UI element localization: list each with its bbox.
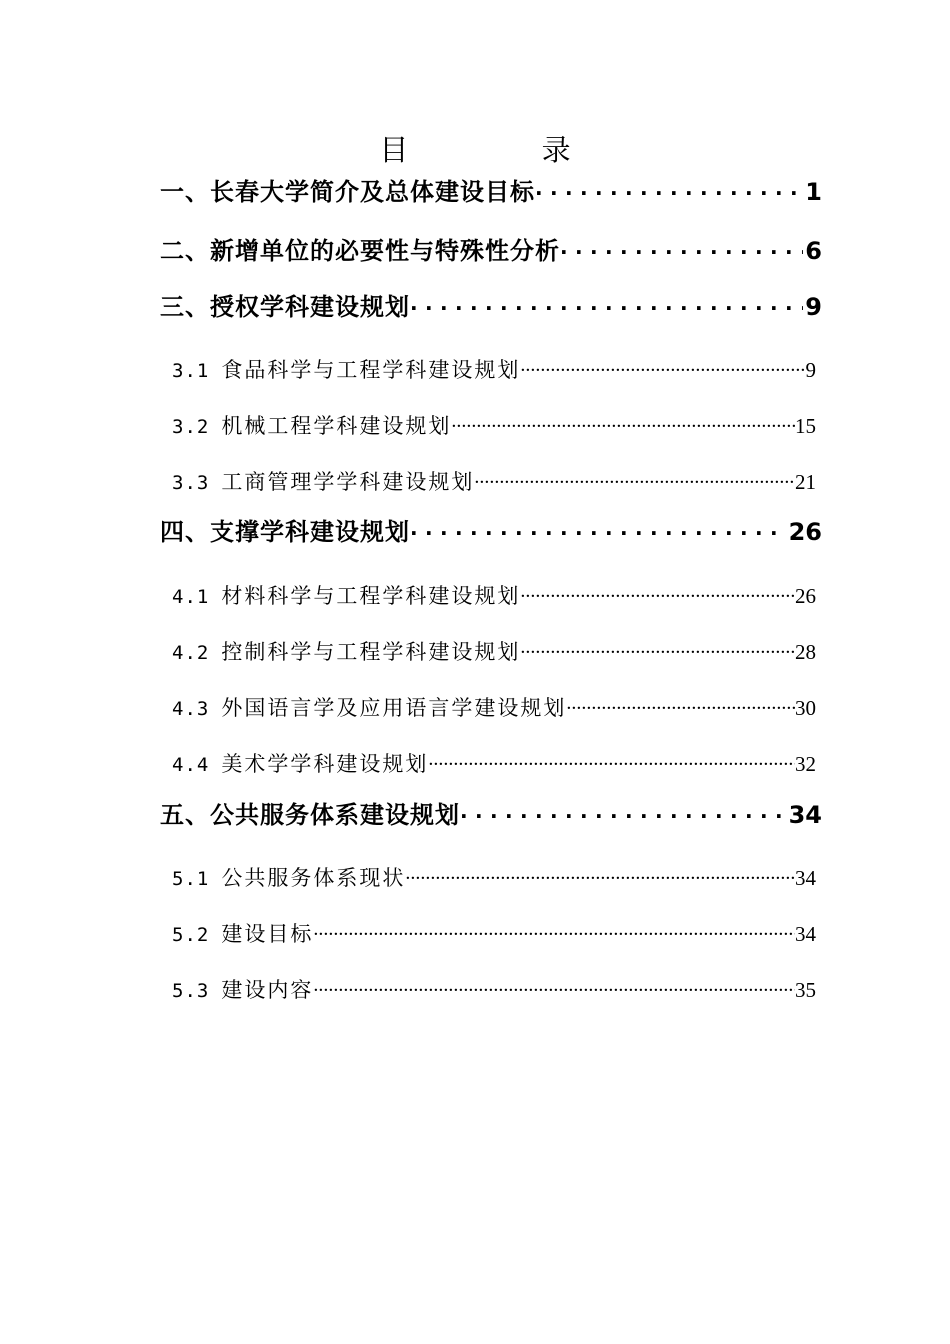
toc-entry-page: 9: [805, 293, 822, 321]
toc-subentry[interactable]: [172, 691, 816, 725]
dot-leader: [460, 793, 787, 823]
toc-subentry-label: 建设目标: [221, 922, 314, 946]
toc-entry[interactable]: [160, 793, 822, 833]
toc-subentry-page: 34: [795, 922, 816, 946]
dot-leader: [313, 917, 795, 941]
dot-leader: [566, 691, 795, 715]
toc-subentry-number: 3.2: [172, 416, 210, 438]
toc-subentry-label: 建设内容: [221, 978, 314, 1002]
toc-subentry-label: 材料科学与工程学科建设规划: [221, 584, 521, 608]
toc-subentry[interactable]: [172, 579, 816, 613]
dot-leader: [313, 973, 795, 997]
toc-subentry-label: 外国语言学及应用语言学建设规划: [221, 696, 567, 720]
toc-subentry-page: 30: [795, 696, 816, 720]
dot-leader: [428, 747, 795, 771]
toc-entry-page: 6: [805, 237, 822, 265]
toc-subentry-number: 4.4: [172, 754, 210, 776]
toc-subentry-number: 5.3: [172, 980, 210, 1002]
toc-subentry-number: 5.2: [172, 924, 210, 946]
toc-subentry-number: 4.1: [172, 586, 210, 608]
toc-subentry-number: 3.1: [172, 360, 210, 382]
toc-entry-label: 二、新增单位的必要性与特殊性分析: [160, 237, 560, 265]
toc-subentry[interactable]: [172, 353, 816, 387]
toc-entry-label: 四、支撑学科建设规划: [160, 518, 410, 546]
toc-entry-page: 1: [805, 178, 822, 206]
toc-subentry-label: 机械工程学科建设规划: [221, 414, 452, 438]
toc-entry[interactable]: [160, 285, 822, 325]
dot-leader: [520, 353, 805, 377]
toc-entry-page: 26: [788, 518, 822, 546]
dot-leader: [520, 579, 795, 603]
toc-subentry[interactable]: [172, 973, 816, 1007]
toc-subentry-label: 美术学学科建设规划: [221, 752, 429, 776]
toc-subentry[interactable]: [172, 861, 816, 895]
toc-subentry-label: 公共服务体系现状: [221, 866, 406, 890]
dot-leader: [535, 170, 803, 200]
toc-title: 目 录: [379, 133, 633, 167]
toc-subentry[interactable]: [172, 465, 816, 499]
toc-subentry[interactable]: [172, 917, 816, 951]
toc-subentry-page: 35: [795, 978, 816, 1002]
dot-leader: [405, 861, 795, 885]
toc-entry-page: 34: [788, 801, 822, 829]
toc-subentry[interactable]: [172, 747, 816, 781]
toc-subentry-page: 32: [795, 752, 816, 776]
toc-subentry-number: 5.1: [172, 868, 210, 890]
toc-entry[interactable]: [160, 510, 822, 550]
toc-subentry[interactable]: [172, 635, 816, 669]
toc-subentry[interactable]: [172, 409, 816, 443]
toc-subentry-label: 食品科学与工程学科建设规划: [221, 358, 521, 382]
dot-leader: [410, 285, 803, 315]
toc-entry[interactable]: [160, 170, 822, 210]
dot-leader: [560, 229, 803, 259]
dot-leader: [410, 510, 787, 540]
toc-entry-label: 一、长春大学简介及总体建设目标: [160, 178, 535, 206]
toc-subentry-page: 26: [795, 584, 816, 608]
toc-subentry-page: 21: [795, 470, 816, 494]
toc-subentry-number: 3.3: [172, 472, 210, 494]
dot-leader: [474, 465, 795, 489]
toc-subentry-label: 工商管理学学科建设规划: [221, 470, 475, 494]
dot-leader: [520, 635, 795, 659]
toc-entry-label: 三、授权学科建设规划: [160, 293, 410, 321]
toc-entry-label: 五、公共服务体系建设规划: [160, 801, 460, 829]
toc-subentry-page: 28: [795, 640, 816, 664]
toc-subentry-number: 4.2: [172, 642, 210, 664]
toc-subentry-page: 34: [795, 866, 816, 890]
toc-subentry-page: 15: [795, 414, 816, 438]
toc-subentry-label: 控制科学与工程学科建设规划: [221, 640, 521, 664]
dot-leader: [451, 409, 795, 433]
toc-subentry-page: 9: [805, 358, 816, 382]
toc-entry[interactable]: [160, 229, 822, 269]
toc-subentry-number: 4.3: [172, 698, 210, 720]
